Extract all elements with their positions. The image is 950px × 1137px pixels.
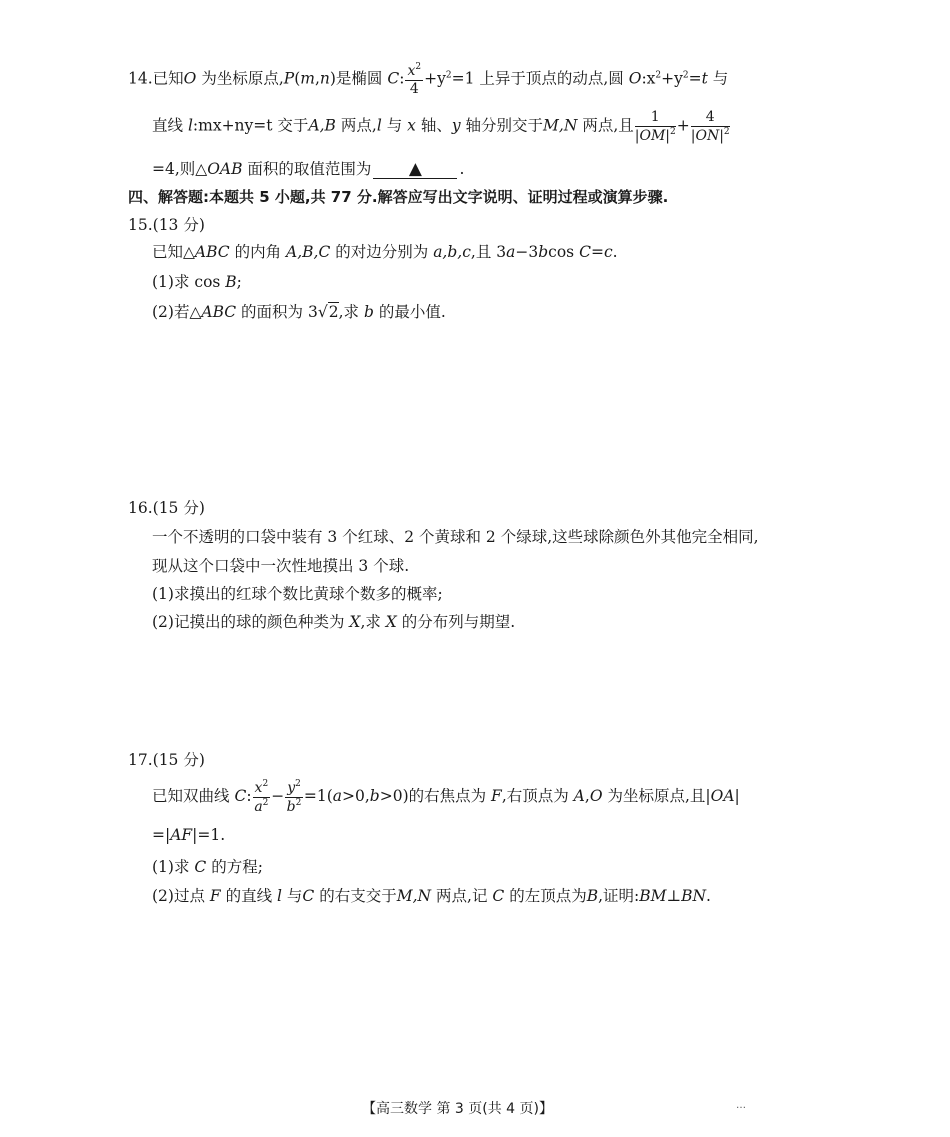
q17-stem-line-1: 已知双曲线 C: $\frac{x^2}{a^2}$ − $\frac{y^2}{b^2}$ =1(a>0,b>0)的右焦点为 F,右顶点为 A,O 为坐标原点,且|OA| [152,779,740,815]
fraction-y2-over-b2: $\frac{y^2}{b^2}$ [286,779,302,815]
q17-part-2: (2)过点 F 的直线 l 与C 的右支交于M,N 两点,记 C 的左顶点为B,证明:BM⊥BN. [152,887,711,905]
q17-header: 17.(15 分) [128,751,205,769]
q14-line-3: =4,则△OAB 面积的取值范围为 ▲ . [152,159,465,179]
q16-stem-line-2: 现从这个口袋中一次性地摸出 3 个球. [152,557,410,575]
q15-part-1: (1)求 cos B; [152,273,242,291]
answer-blank [373,161,457,179]
fraction-x2-over-4: $\frac{x^2}{4}$ [407,62,422,97]
q14-line-1: 14.已知O 为坐标原点,P(m,n)是椭圆 C: $\frac{x^2}{4}$ $+y^2=1$ 上异于顶点的动点,圆 $O:x^2+y^2=t$ 与 [128,62,729,97]
q16-part-2: (2)记摸出的球的颜色种类为 X,求 X 的分布列与期望. [152,613,516,631]
triangle-icon: ▲ [408,159,422,179]
q15-stem: 已知△ABC 的内角 A,B,C 的对边分别为 a,b,c,且 3a−3bcos C=c. [152,243,618,261]
fraction-1-over-om2: $\frac{1}{|OM|^2}$ [634,109,676,144]
q14-line-2: 直线 l:mx+ny=t 交于A,B 两点,l 与 x 轴、y 轴分别交于M,N 两点,且 $\frac{1}{|OM|^2}$ + $\frac{4}{|ON|^2}$ [152,109,730,144]
q14-number: 14. [128,69,153,88]
q17-stem-line-2: =|AF|=1. [152,826,226,844]
q17-part-1: (1)求 C 的方程; [152,858,263,876]
q16-part-1: (1)求摸出的红球个数比黄球个数多的概率; [152,585,443,603]
section-4-heading: 四、解答题:本题共 5 小题,共 77 分.解答应写出文字说明、证明过程或演算步骤. [128,188,669,206]
q16-stem-line-1: 一个不透明的口袋中装有 3 个红球、2 个黄球和 2 个绿球,这些球除颜色外其他完全相同, [152,528,759,546]
q16-header: 16.(15 分) [128,499,205,517]
footer-mark: … [736,1100,746,1111]
q15-header: 15.(13 分) [128,216,205,234]
q15-part-2: (2)若△ABC 的面积为 3√2,求 b 的最小值. [152,303,446,321]
page-footer: 【高三数学 第 3 页(共 4 页)】 [362,1101,553,1117]
fraction-x2-over-a2: $\frac{x^2}{a^2}$ [254,779,269,815]
fraction-4-over-on2: $\frac{4}{|ON|^2}$ [690,109,730,144]
